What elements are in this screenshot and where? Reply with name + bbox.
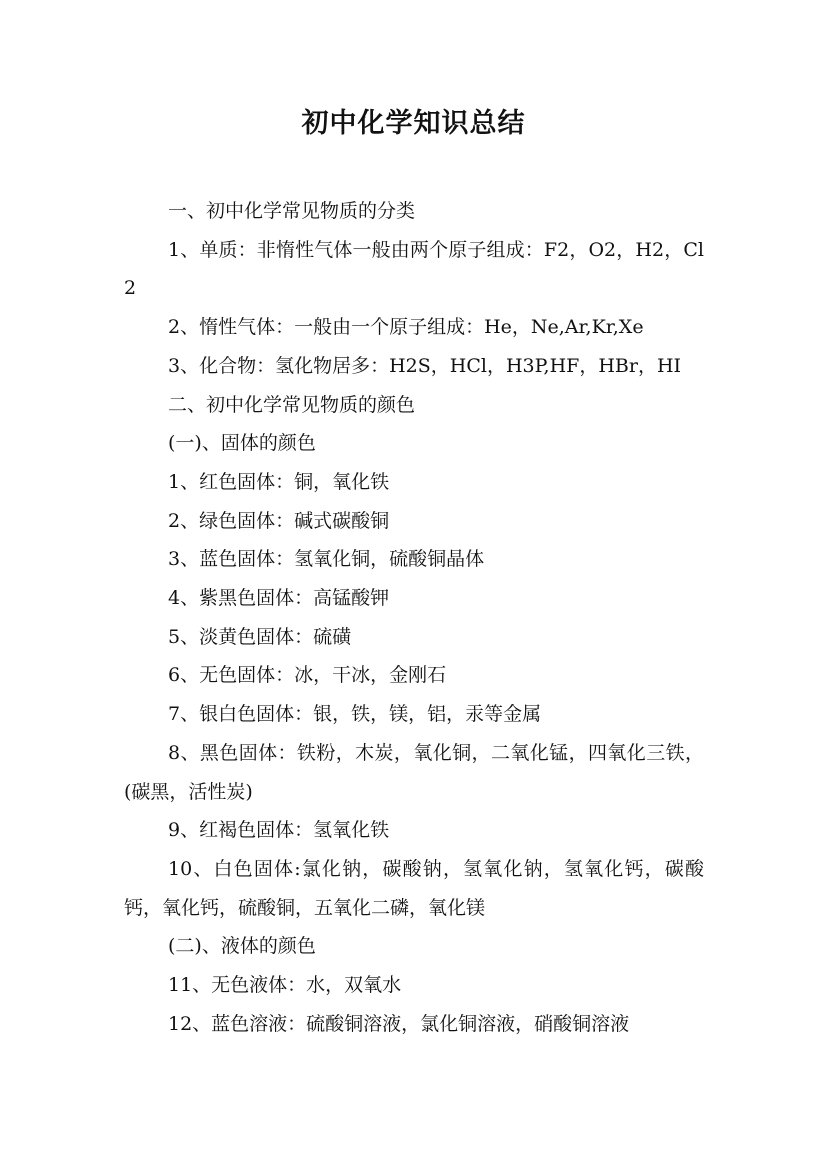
list-item: 3、蓝色固体：氢氧化铜，硫酸铜晶体 bbox=[168, 548, 485, 571]
section-heading: 二、初中化学常见物质的颜色 bbox=[168, 393, 416, 416]
section-heading: 一、初中化学常见物质的分类 bbox=[168, 200, 416, 222]
list-item: 1、单质：非惰性气体一般由两个原子组成：F2，O2，H2，Cl2 bbox=[124, 238, 704, 300]
list-item: 2、惰性气体：一般由一个原子组成：He，Ne,Ar,Kr,Xe bbox=[168, 316, 644, 339]
subsection-heading: (二)、液体的颜色 bbox=[168, 935, 316, 958]
list-item: 6、无色固体：冰，干冰，金刚石 bbox=[168, 664, 447, 687]
list-item: 2、绿色固体：碱式碳酸铜 bbox=[168, 509, 390, 532]
list-item: 11、无色液体：水，双氧水 bbox=[168, 974, 402, 997]
subsection-heading: (一)、固体的颜色 bbox=[168, 432, 316, 455]
list-item: 10、白色固体:氯化钠，碳酸钠，氢氧化钠，氢氧化钙，碳酸钙，氧化钙，硫酸铜，五氧化二磷，氧化镁 bbox=[124, 857, 704, 919]
list-item: 5、淡黄色固体：硫磺 bbox=[168, 625, 352, 648]
list-item: 3、化合物：氢化物居多：H2S，HCl，H3P,HF，HBr，HI bbox=[168, 354, 682, 377]
document-title: 初中化学知识总结 bbox=[301, 108, 526, 139]
list-item: 12、蓝色溶液：硫酸铜溶液，氯化铜溶液，硝酸铜溶液 bbox=[168, 1012, 630, 1035]
list-item: 7、银白色固体：银，铁，镁，铝，汞等金属 bbox=[168, 703, 542, 726]
document-body bbox=[124, 192, 704, 1043]
list-item: 4、紫黑色固体：高锰酸钾 bbox=[168, 587, 390, 610]
list-item: 8、黑色固体：铁粉，木炭，氧化铜，二氧化锰，四氧化三铁，(碳黑，活性炭) bbox=[124, 741, 704, 803]
list-item: 9、红褐色固体：氢氧化铁 bbox=[168, 819, 390, 842]
list-item: 1、红色固体：铜，氧化铁 bbox=[168, 470, 390, 493]
